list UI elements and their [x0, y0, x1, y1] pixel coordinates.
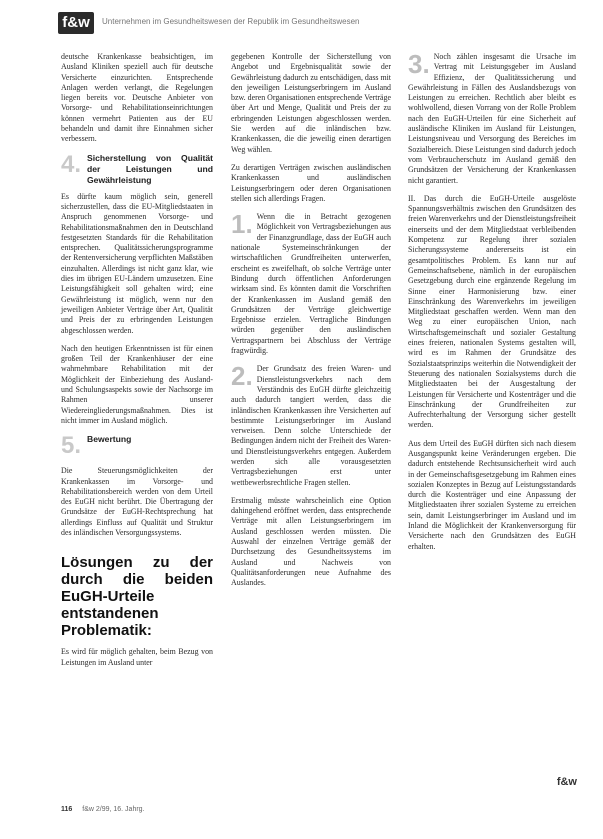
- page-number: 116: [61, 806, 73, 813]
- journal-logo: f&w: [58, 12, 94, 34]
- issue-label: f&w 2/99, 16. Jahrg.: [82, 806, 145, 813]
- col3-paragraph-2: II. Das durch die EuGH-Urteile ausgelöste Spannungsverhältnis zwischen den Grundsätzen des freien Warenverkehrs und der Dienstleistungsfreiheit einerseits und der dem Mitgliedstaat verbleibenden Kompetenz zur Regelung ihrer sozialen Sicherungssysteme andererseits ist ein gesamtpolitisches Problem. Es kann nur auf Gemeinschaftsebene, nämlich in der europäischen Gesetzgebung durch eine ergänzende Regelung im Sinne einer Harmonisierung bzw. einer Einschränkung des Warenverkehrs im jeweiligen Mitgliedstaat geschaffen werden. Wenn man den Weg zu einer europäischen Union, nach Wirtschaftsgemeinschaft und sozialer Gestaltung eines freieren, nationalen Systems gestalten will, wird es im Rahmen der Grundsätze des Sozialstaatsprinzips weiterhin die Notwendigkeit der Steuerung des nationalen Sozialsystems durch die Mitgliedstaaten bei der Ausgestaltung der Leistungen für Versicherte und Kostenträger und die Einschränkung der Grundfreiheiten zur Aufrechterhaltung der Versorgung sicher gestellt werden.: [408, 193, 576, 430]
- col1-paragraph-2: Es dürfte kaum möglich sein, generell sicherzustellen, dass die EU-Mitgliedstaaten in Anspruch genommenen Vorsorge- und Rehabilitationsmaßnahmen den in Deutschland festgesetzten Standards für die Rehabilitation entsprechen. Qualitätssicherungsprogramme der Rentenversicherung verpflichten Maßstäben einzuhalten. Allerdings ist nicht ganz klar, wie dies im übrigen EU-Ländern umzusetzen. Eine Leistungsfähigkeit soll gehalten wird; eine Gewährleistung ist möglich, wenn nur den jeweiligen Anbieter Verträge über Art, Qualität und Preis der zu erbringenden Leistungen abgeschlossen werden.: [61, 191, 213, 335]
- col2-paragraph-2: Zu derartigen Verträgen zwischen ausländischen Krankenkassen und ausländischen Leistungserbringern oder deren Organisationen stellen sich allerdings Fragen.: [231, 162, 391, 203]
- col3-point-3: [408, 49, 576, 186]
- col2-point-1: [231, 209, 391, 356]
- point-3-text: Noch zählen insgesamt die Ursache im Vertrag mit Leistungsgeber im Ausland Effizienz, der Qualitätssicherung und Gewährleistung in Fällen des Auslandsbezugs von Leistungen zu erreichen. Rechtlich aber bleibt es wohlwollend, diesen Vorrang von der Rolle Problem nach den EuGH-Urteilen für eine Sicherheit auf ausländische Kliniken im Ausland für Leistungen, Leistungsniveau und Versorgung des Bereiches im Sozialbereich. Diese Leistungen sind dadurch jedoch vom Verbraucherschutz im Ausland gemäß den Grundsätzen der Versicherung der Krankenkassen nicht garantiert.: [408, 52, 576, 185]
- column-2: [231, 52, 391, 597]
- col1-paragraph-3: Nach den heutigen Erkenntnissen ist für einen großen Teil der Krankenhäuser der eine wahrnehmbare Rehabilitation mit der Möglichkeit der Einbeziehung des Ausland- und Schulungsaspekts sowie der Nachsorge im Rahmen unserer Wiedereingliederungsmaßnahmen. Dies ist nicht immer im Ausland möglich.: [61, 343, 213, 425]
- section-4-heading: [61, 150, 213, 186]
- page-header: [58, 12, 578, 38]
- col2-paragraph-5: Erstmalig müsste wahrscheinlich eine Option dahingehend eröffnet werden, dass entsprechende Verträge mit allen Leistungserbringern im Ausland geschlossen werden müssten. Die Auswahl der einzelnen Verträge gemäß der Durchsetzung des Gesundheitssystems im Ausland und Nachweis von Qualitätsanforderungen neue Aufnahme des Auslandes.: [231, 495, 391, 588]
- section-4-number: 4.: [61, 150, 82, 178]
- point-1-text: Wenn die in Betracht gezogenen Möglichkeit von Vertragsbeziehungen aus der Finanzgrundlage, dass der EuGH auch nationale Systemeinschränkungen der wirtschaftlichen Grundfreiheiten unterwerfen, erscheint es zweifelhaft, ob solche Verträge unter Bindung durch öffentlichen Anforderungen wirksam sind. Es könnten damit die Vorschriften der Krankenkassen im Ausland gemäß den Grundsätzen der Verträge gleichwertige Ergebnisse erzielen. Vertragliche Bindungen würden gegenüber den ausländischen Vertragspartnern bei Abschluss der Verträge fragwürdig.: [231, 212, 391, 356]
- col2-point-2: [231, 361, 391, 488]
- end-mark-logo: f&w: [556, 776, 577, 788]
- column-1: [61, 52, 213, 676]
- column-3: [408, 49, 576, 560]
- point-1-number: 1.: [231, 209, 253, 240]
- header-running-title: Unternehmen im Gesundheitswesen der Republik im Gesundheitswesen: [102, 17, 360, 26]
- section-5-title: Bewertung: [87, 434, 132, 445]
- col1-paragraph-1: deutsche Krankenkasse beabsichtigen, im Ausland Kliniken speziell auch für deutsche Versicherte einzurichten. Entsprechende Anlagen werden verlangt, die Regelungen liegen bereits vor. Deutsche Anbieter von Vorsorge- und Rehabilitationseinrichtungen können vermehrt Patienten aus der EU behandeln und damit ihre Einnahmen sicher verbessern.: [61, 52, 213, 144]
- solutions-heading: Lösungen zu der durch die beiden EuGH-Urteile entstandenen Problematik:: [61, 554, 213, 640]
- section-4-title: Sicherstellung von Qualität der Leistungen und Gewährleistung: [87, 152, 213, 185]
- col3-paragraph-3: Aus dem Urteil des EuGH dürften sich nach diesem Ausgangspunkt keine Veränderungen ergeben. Die dadurch entstehende Rechtsunsicherheit wird auch in der Gemeinschaftsgesetzgebung im Rahmen eines sozialen Konzeptes in Bezug auf Leistungsstandards durch die Kostenträger und eine Anpassung der Mitgliedstaaten ihrer sozialen Systeme zu erreichen sein, damit Leistungserbringer im Ausland und im Inland die Möglichkeit der Krankenversorgung für Versicherte nach den Grundsätzen des EuGH erhalten.: [408, 438, 576, 551]
- point-2-number: 2.: [231, 361, 253, 392]
- col2-paragraph-1: gegebenen Kontrolle der Sicherstellung von Angebot und Ergebnisqualität sowie der Gewährleistung dadurch zu entschädigen, dass mit den jeweiligen Leistungserbringern im Ausland bzw. deren Organisationen entsprechende Verträge über Art und Menge, Qualität und Preis der zu erbringenden Leistungen abgeschlossen werden. Sie werden auf die inländischen bzw. Krankenkassen, die die jeweilig einen derartigen Weg wählen.: [231, 52, 391, 154]
- page-footer: [61, 806, 145, 813]
- col1-paragraph-4: Die Steuerungsmöglichkeiten der Krankenkassen im Vorsorge- und Rehabilitationsbereich werden von dem Urteil des EuGH nicht berührt. Die Übertragung der Grundsätze der EuGH-Rechtsprechung hat allerdings Einfluss auf Qualität und Struktur des inländischen Versorgungssystems.: [61, 466, 213, 537]
- section-5-heading: [61, 434, 213, 460]
- section-5-number: 5.: [61, 432, 82, 460]
- point-3-number: 3.: [408, 49, 430, 79]
- col1-paragraph-5: Es wird für möglich gehalten, beim Bezug von Leistungen im Ausland unter: [61, 647, 213, 667]
- point-2-text: Der Grundsatz des freien Waren- und Dienstleistungsverkehrs nach dem Verständnis des EuGH dürfte gleichzeitig auch dadurch tangiert werden, dass die inländischen Krankenkassen ihre Versicherten auf bestimmte Leistungserbringer im Ausland verweisen. Denn solche Unterschiede der Bedingungen ändern nicht der Freiheit des Waren- und Dienstleistungsverkehrs entgegen. Außerdem werden sich alle vorausgesetzten Vertragsbeziehungen erst unter wettbewerbsrechtliche Fragen stellen.: [231, 364, 391, 487]
